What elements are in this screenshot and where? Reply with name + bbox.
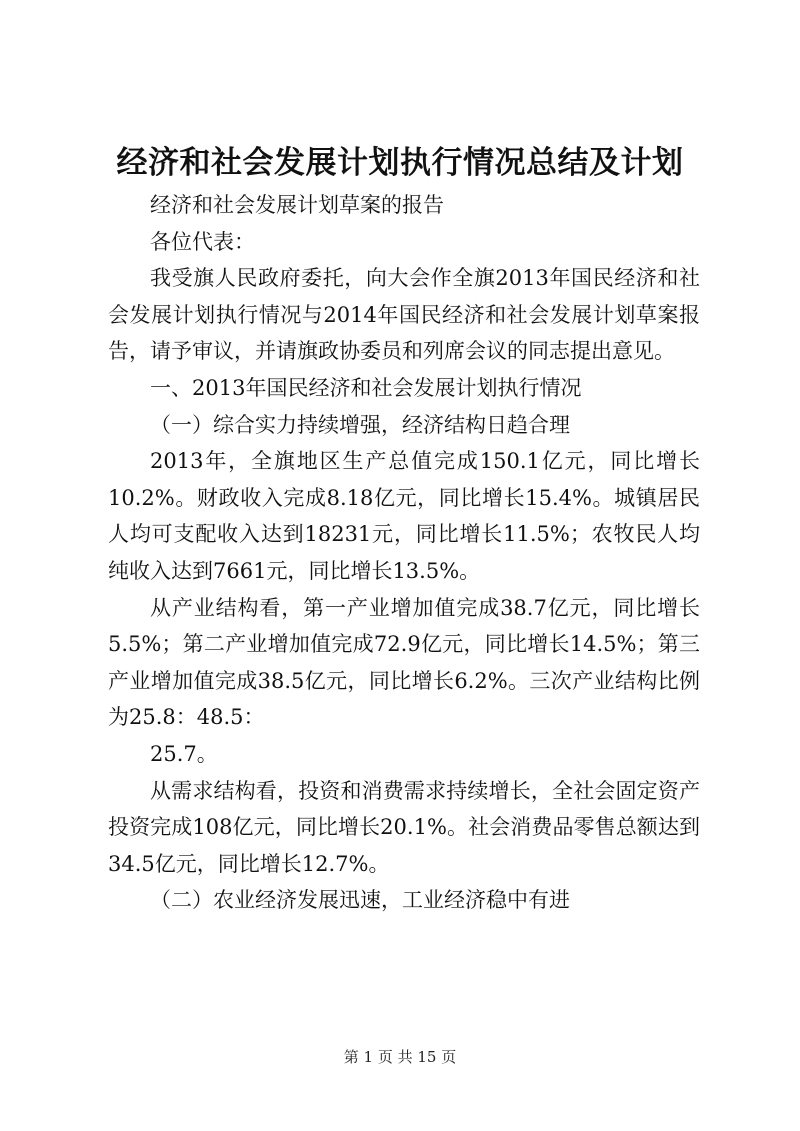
paragraph-gdp: 2013年，全旗地区生产总值完成150.1亿元，同比增长10.2%。财政收入完成8.18亿元，同比增长15.4%。城镇居民人均可支配收入达到18231元，同比增长11.5%；农牧民人均纯收入达到7661元，同比增长13.5%。	[108, 449, 700, 583]
subsection-heading: （一）综合实力持续增强，经济结构日趋合理	[150, 412, 570, 437]
document-title: 经济和社会发展计划执行情况总结及计划	[116, 145, 684, 181]
paragraph-ratio-tail: 25.7。	[150, 741, 218, 766]
paragraph-industry-structure: 从产业结构看，第一产业增加值完成38.7亿元，同比增长5.5%；第二产业增加值完成72.9亿元，同比增长14.5%；第三产业增加值完成38.5亿元，同比增长6.2%。三次产业结构比例为25.8：48.5：	[108, 595, 700, 730]
paragraph-subtitle: 经济和社会发展计划草案的报告	[150, 193, 444, 217]
subsection-heading-2: （二）农业经济发展迅速，工业经济稳中有进	[150, 888, 570, 913]
section-heading: 一、2013年国民经济和社会发展计划执行情况	[150, 375, 582, 400]
paragraph-intro: 我受旗人民政府委托，向大会作全旗2013年国民经济和社会发展计划执行情况与2014年国民经济和社会发展计划草案报告，请予审议，并请旗政协委员和列席会议的同志提出意见。	[108, 266, 700, 364]
paragraph-greeting: 各位代表：	[150, 229, 255, 254]
document-body	[108, 187, 700, 919]
page-number: 第 1 页 共 15 页	[343, 1048, 457, 1066]
paragraph-demand-structure: 从需求结构看，投资和消费需求持续增长，全社会固定资产投资完成108亿元，同比增长20.1%。社会消费品零售总额达到34.5亿元，同比增长12.7%。	[108, 778, 700, 876]
